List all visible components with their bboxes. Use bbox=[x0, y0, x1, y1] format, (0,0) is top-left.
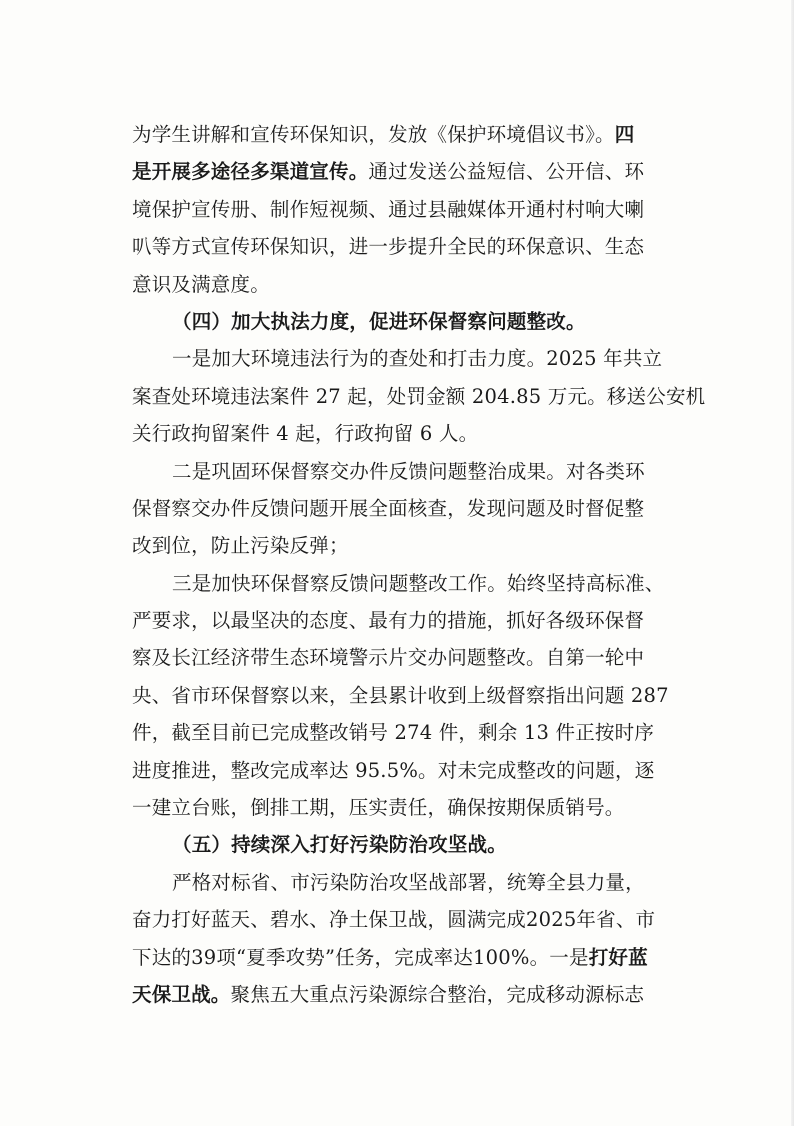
text-segment: 下达的39项“夏季攻势”任务，完成率达100%。一是 bbox=[132, 945, 589, 969]
text-line bbox=[132, 266, 666, 303]
text-segment: 保督察交办件反馈问题开展全面核查，发现问题及时督促整 bbox=[132, 496, 645, 520]
bold-text-segment: （四）加大执法力度，促进环保督察问题整改。 bbox=[172, 309, 586, 333]
bold-text-segment: 四 bbox=[614, 123, 635, 146]
text-line bbox=[132, 490, 666, 527]
text-line bbox=[132, 901, 666, 938]
text-line bbox=[132, 116, 666, 153]
text-line bbox=[132, 378, 706, 415]
bold-text-segment: 是开展多途径多渠道宣传。 bbox=[132, 160, 369, 184]
text-segment: 境保护宣传册、制作短视频、通过县融媒体开通村村响大喇 bbox=[132, 197, 645, 221]
text-line bbox=[132, 677, 669, 714]
text-segment: 奋力打好蓝天、碧水、净土保卫战，圆满完成2025年省、市 bbox=[132, 908, 656, 932]
text-segment: 通过发送公益短信、公开信、环 bbox=[368, 160, 645, 184]
text-line bbox=[132, 565, 666, 602]
text-segment: 案查处环境违法案件 27 起，处罚金额 204.85 万元。移送公安机 bbox=[132, 384, 706, 408]
text-line bbox=[132, 191, 666, 228]
text-segment: 二是巩固环保督察交办件反馈问题整治成果。对各类环 bbox=[172, 459, 645, 483]
text-line bbox=[132, 714, 666, 751]
text-line bbox=[132, 789, 666, 826]
text-segment: 改到位，防止污染反弹； bbox=[132, 534, 349, 558]
text-segment: 关行政拘留案件 4 起，行政拘留 6 人。 bbox=[132, 422, 479, 446]
text-line bbox=[132, 864, 666, 901]
text-segment: 一建立台账，倒排工期，压实责任，确保按期保质销号。 bbox=[132, 796, 625, 820]
text-line bbox=[132, 453, 666, 490]
text-line bbox=[132, 303, 666, 340]
text-segment: 三是加快环保督察反馈问题整改工作。始终坚持高标准、 bbox=[172, 571, 665, 595]
text-line bbox=[132, 340, 666, 377]
text-line bbox=[132, 639, 666, 676]
text-segment: 严格对标省、市污染防治攻坚战部署，统筹全县力量， bbox=[172, 870, 645, 894]
text-segment: 一是加大环境违法行为的查处和打击力度。2025 年共立 bbox=[172, 347, 663, 371]
text-line bbox=[132, 228, 666, 265]
text-line bbox=[132, 153, 666, 190]
text-line bbox=[132, 602, 666, 639]
text-segment: 聚焦五大重点污染源综合整治，完成移动源标志 bbox=[230, 982, 645, 1006]
text-segment: 意识及满意度。 bbox=[132, 272, 270, 296]
bold-text-segment: 打好蓝 bbox=[588, 945, 648, 969]
text-segment: 央、省市环保督察以来，全县累计收到上级督察指出问题 287 bbox=[132, 683, 669, 707]
text-line bbox=[132, 752, 666, 789]
text-segment: 严要求，以最坚决的态度、最有力的措施，抓好各级环保督 bbox=[132, 609, 645, 633]
text-line bbox=[132, 976, 666, 1013]
text-segment: 进度推进，整改完成率达 95.5%。对未完成整改的问题，逐 bbox=[132, 758, 655, 782]
text-line bbox=[132, 527, 666, 564]
text-line bbox=[132, 939, 666, 976]
text-segment: 察及长江经济带生态环境警示片交办问题整改。自第一轮中 bbox=[132, 646, 645, 670]
bold-text-segment: 天保卫战。 bbox=[132, 982, 231, 1006]
text-segment: 件，截至目前已完成整改销号 274 件，剩余 13 件正按时序 bbox=[132, 721, 655, 745]
text-line bbox=[132, 826, 666, 863]
text-line bbox=[132, 415, 666, 452]
bold-text-segment: （五）持续深入打好污染防治攻坚战。 bbox=[172, 833, 507, 857]
text-segment: 为学生讲解和宣传环保知识，发放《保护环境倡议书》。 bbox=[132, 123, 615, 146]
document-body bbox=[132, 116, 706, 1013]
text-segment: 叭等方式宣传环保知识，进一步提升全民的环保意识、生态 bbox=[132, 235, 645, 259]
